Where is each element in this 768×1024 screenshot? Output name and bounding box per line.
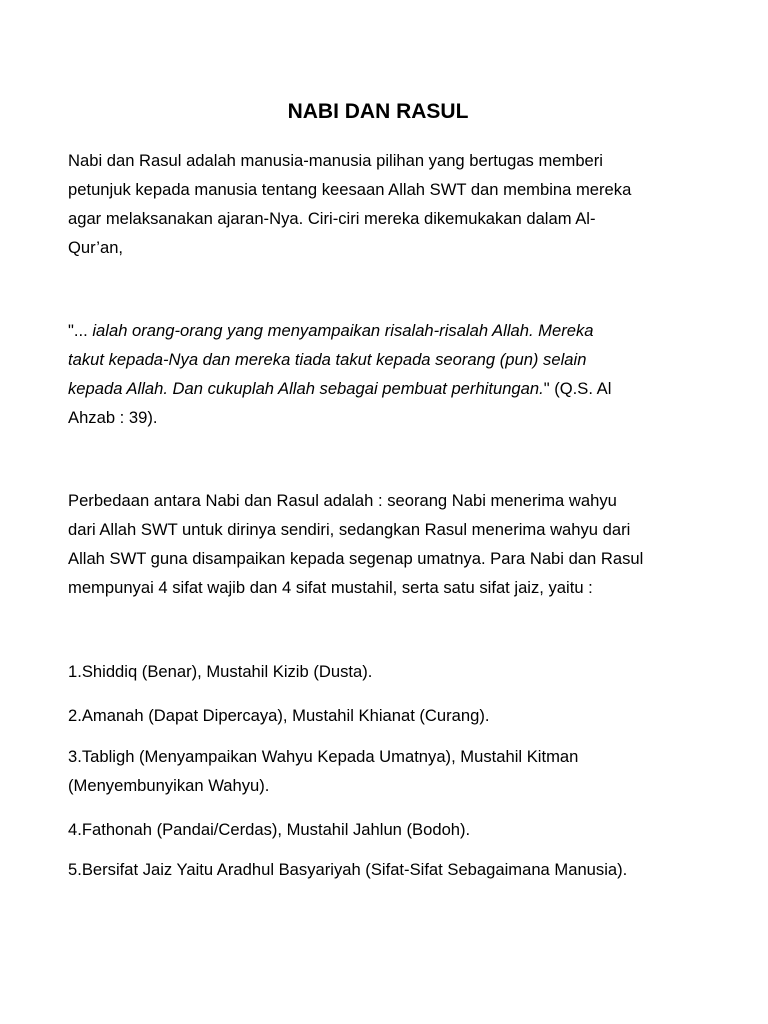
quote-line: takut kepada-Nya dan mereka tiada takut kepada seorang (pun) selain (68, 350, 587, 369)
text-line: dari Allah SWT untuk dirinya sendiri, sedangkan Rasul menerima wahyu dari (68, 520, 631, 539)
quote-open: "... (68, 321, 88, 340)
text-line: Perbedaan antara Nabi dan Rasul adalah : seorang Nabi menerima wahyu (68, 491, 617, 510)
quote-paragraph (68, 316, 688, 432)
text-line: Nabi dan Rasul adalah manusia-manusia pilihan yang bertugas memberi (68, 151, 603, 170)
list-item: 2.Amanah (Dapat Dipercaya), Mustahil Khianat (Curang). (68, 706, 490, 725)
text-line: agar melaksanakan ajaran-Nya. Ciri-ciri mereka dikemukakan dalam Al- (68, 209, 596, 228)
list-item (68, 742, 688, 800)
text-line: Qur’an, (68, 238, 124, 257)
quote-text: kepada Allah. Dan cukuplah Allah sebagai pembuat perhitungan. (68, 379, 544, 398)
text-line: petunjuk kepada manusia tentang keesaan Allah SWT dan membina mereka (68, 180, 632, 199)
quote-line (68, 316, 688, 345)
list-item: 4.Fathonah (Pandai/Cerdas), Mustahil Jahlun (Bodoh). (68, 820, 471, 839)
quote-text: ialah orang-orang yang menyampaikan risalah-risalah Allah. Mereka (92, 321, 594, 340)
text-line: 3.Tabligh (Menyampaikan Wahyu Kepada Umatnya), Mustahil Kitman (68, 747, 579, 766)
quote-line (68, 374, 688, 403)
list-item: 1.Shiddiq (Benar), Mustahil Kizib (Dusta). (68, 662, 373, 681)
page-title: NABI DAN RASUL (287, 100, 469, 123)
text-line: Allah SWT guna disampaikan kepada segenap umatnya. Para Nabi dan Rasul (68, 549, 644, 568)
quote-line: Ahzab : 39). (68, 408, 158, 427)
text-line: (Menyembunyikan Wahyu). (68, 776, 270, 795)
text-line: mempunyai 4 sifat wajib dan 4 sifat mustahil, serta satu sifat jaiz, yaitu : (68, 578, 593, 597)
intro-paragraph (68, 146, 688, 262)
difference-paragraph (68, 486, 688, 602)
list-item: 5.Bersifat Jaiz Yaitu Aradhul Basyariyah (Sifat-Sifat Sebagaimana Manusia). (68, 860, 628, 879)
quote-reference: " (Q.S. Al (543, 379, 612, 398)
